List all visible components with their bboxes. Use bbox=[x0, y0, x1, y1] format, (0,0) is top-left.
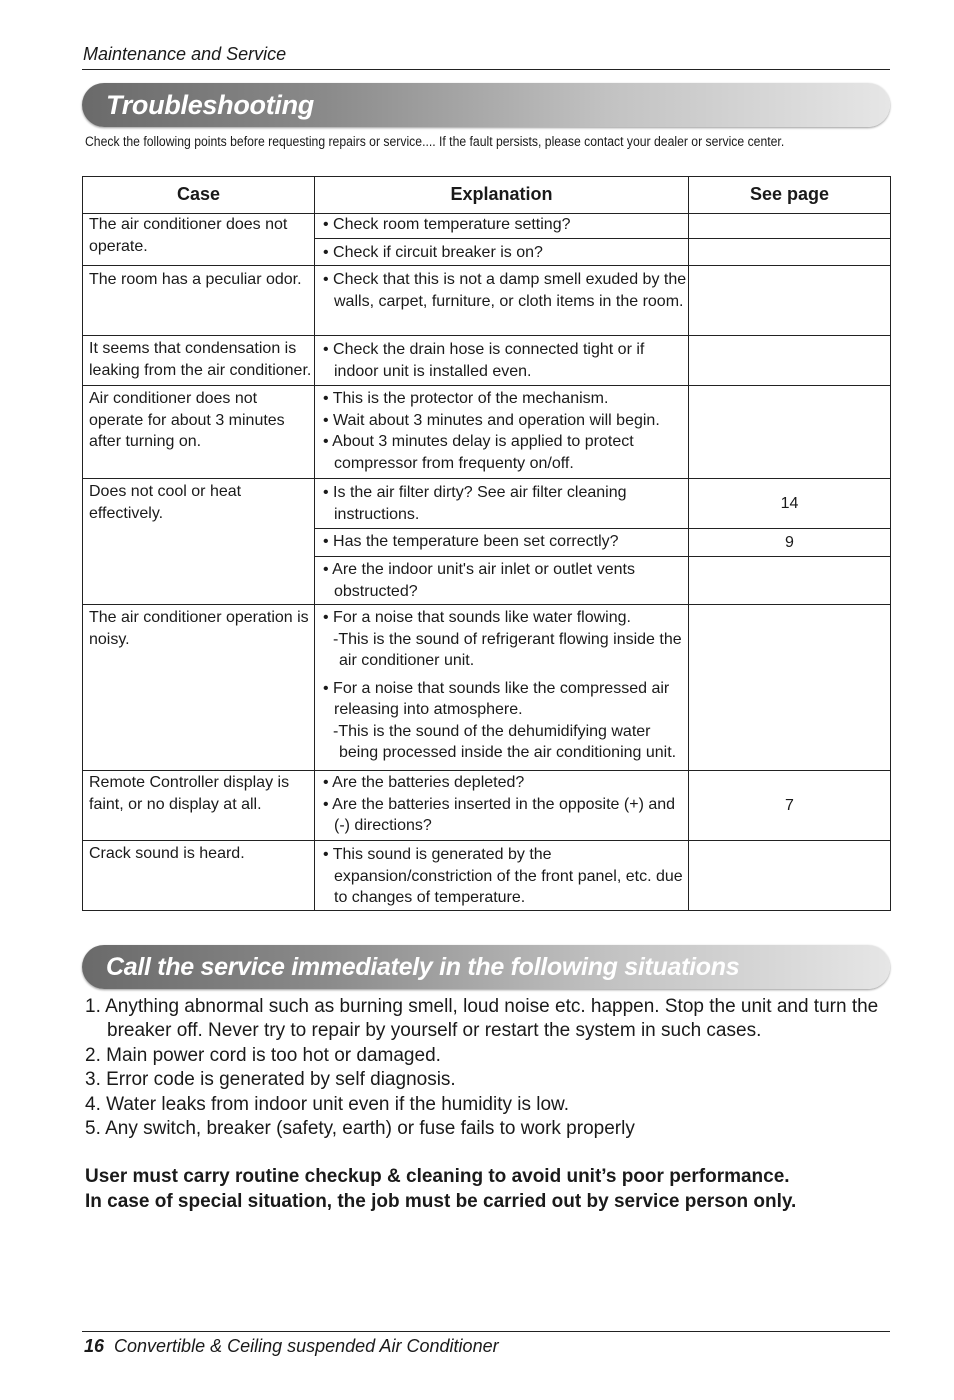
explanation-item: • Is the air filter dirty? See air filter cleaning instructions. bbox=[323, 484, 627, 523]
explanation-item: • Are the batteries depleted? bbox=[323, 774, 525, 791]
explanation-item: • Check room temperature setting? bbox=[323, 216, 571, 233]
troubleshooting-title: Troubleshooting bbox=[106, 90, 314, 120]
service-banner bbox=[82, 945, 890, 989]
explanation-subitem: -This is the sound of the dehumidifying water being processed inside the air conditioning unit. bbox=[333, 722, 677, 761]
service-title: Call the service immediately in the following situations bbox=[106, 953, 740, 981]
explanation-cell bbox=[315, 214, 689, 239]
list-item: 5. Any switch, breaker (safety, earth) or fuse fails to work properly bbox=[85, 1118, 635, 1140]
see-page-cell bbox=[689, 386, 891, 479]
explanation-item: • For a noise that sounds like the compressed air releasing into atmosphere. bbox=[323, 679, 670, 718]
explanation-item: • This sound is generated by the expansion/constriction of the front panel, etc. due to changes of temperature. bbox=[323, 846, 683, 906]
explanation-item: • Check the drain hose is connected tight or if indoor unit is installed even. bbox=[323, 341, 645, 380]
explanation-item: • Are the batteries inserted in the opposite (+) and (-) directions? bbox=[323, 795, 676, 834]
table-row bbox=[83, 336, 891, 386]
case-cell: It seems that condensation is leaking from the air conditioner. bbox=[83, 336, 315, 386]
case-cell: The air conditioner does not operate. bbox=[83, 214, 315, 266]
column-header-explanation: Explanation bbox=[315, 177, 689, 214]
explanation-cell bbox=[315, 266, 689, 336]
troubleshooting-table bbox=[82, 176, 891, 911]
footer-rule bbox=[82, 1331, 890, 1332]
section-header: Maintenance and Service bbox=[83, 44, 287, 64]
explanation-cell bbox=[315, 239, 689, 266]
page-number: 16 bbox=[84, 1336, 105, 1356]
intro-text: Check the following points before requesting repairs or service.... If the fault persists, please contact your dealer or service center. bbox=[85, 134, 785, 150]
explanation-item: • About 3 minutes delay is applied to protect compressor from frequenty on/off. bbox=[323, 433, 634, 472]
page-footer bbox=[84, 1336, 499, 1357]
explanation-item: • Are the indoor unit's air inlet or outlet vents obstructed? bbox=[323, 561, 635, 600]
table-row bbox=[83, 479, 891, 529]
footer-title: Convertible & Ceiling suspended Air Conditioner bbox=[114, 1336, 499, 1356]
list-item: 2. Main power cord is too hot or damaged. bbox=[85, 1044, 441, 1066]
explanation-cell bbox=[315, 557, 689, 605]
list-item: 4. Water leaks from indoor unit even if the humidity is low. bbox=[85, 1093, 570, 1115]
header-rule bbox=[82, 69, 890, 70]
explanation-cell bbox=[315, 386, 689, 479]
table-header-row bbox=[83, 177, 891, 214]
table-row bbox=[83, 214, 891, 239]
see-page-cell: 9 bbox=[689, 529, 891, 557]
case-cell: Air conditioner does not operate for about 3 minutes after turning on. bbox=[83, 386, 315, 479]
service-situations-list bbox=[85, 995, 885, 1141]
list-item: 3. Error code is generated by self diagnosis. bbox=[85, 1069, 456, 1091]
explanation-item: • This is the protector of the mechanism. bbox=[323, 390, 609, 407]
see-page-cell bbox=[689, 557, 891, 605]
service-note-line: In case of special situation, the job must be carried out by service person only. bbox=[85, 1191, 797, 1212]
explanation-item: • Has the temperature been set correctly? bbox=[323, 533, 619, 550]
column-header-see-page: See page bbox=[689, 177, 891, 214]
see-page-cell: 7 bbox=[689, 771, 891, 841]
case-cell: The air conditioner operation is noisy. bbox=[83, 605, 315, 771]
service-note bbox=[85, 1164, 796, 1214]
troubleshooting-banner bbox=[82, 83, 890, 127]
see-page-cell bbox=[689, 214, 891, 239]
case-cell: Does not cool or heat effectively. bbox=[83, 479, 315, 605]
see-page-cell bbox=[689, 266, 891, 336]
list-item: 1. Anything abnormal such as burning smell, loud noise etc. happen. Stop the unit and turn the breaker off. Never try to repair by yourself or restart the system in such cases. bbox=[85, 996, 879, 1042]
see-page-cell: 14 bbox=[689, 479, 891, 529]
table-row bbox=[83, 771, 891, 841]
see-page-cell bbox=[689, 841, 891, 911]
explanation-item: • Check that this is not a damp smell exuded by the walls, carpet, furniture, or cloth items in the room. bbox=[323, 271, 687, 310]
table-row bbox=[83, 386, 891, 479]
explanation-item: • Wait about 3 minutes and operation will begin. bbox=[323, 411, 660, 429]
case-cell: The room has a peculiar odor. bbox=[83, 266, 315, 336]
see-page-cell bbox=[689, 336, 891, 386]
case-cell: Crack sound is heard. bbox=[83, 841, 315, 911]
explanation-subitem: -This is the sound of refrigerant flowing inside the air conditioner unit. bbox=[333, 630, 682, 669]
explanation-cell bbox=[315, 479, 689, 529]
see-page-cell bbox=[689, 605, 891, 771]
explanation-item: • Check if circuit breaker is on? bbox=[323, 244, 543, 261]
column-header-case: Case bbox=[83, 177, 315, 214]
case-cell: Remote Controller display is faint, or no display at all. bbox=[83, 771, 315, 841]
explanation-cell bbox=[315, 529, 689, 557]
explanation-cell bbox=[315, 771, 689, 841]
table-row bbox=[83, 266, 891, 336]
table-row bbox=[83, 605, 891, 771]
explanation-cell bbox=[315, 336, 689, 386]
explanation-item: • For a noise that sounds like water flowing. bbox=[323, 609, 631, 626]
see-page-cell bbox=[689, 239, 891, 266]
service-note-line: User must carry routine checkup & cleaning to avoid unit’s poor performance. bbox=[85, 1166, 790, 1187]
explanation-cell bbox=[315, 841, 689, 911]
explanation-cell bbox=[315, 605, 689, 771]
table-row bbox=[83, 841, 891, 911]
